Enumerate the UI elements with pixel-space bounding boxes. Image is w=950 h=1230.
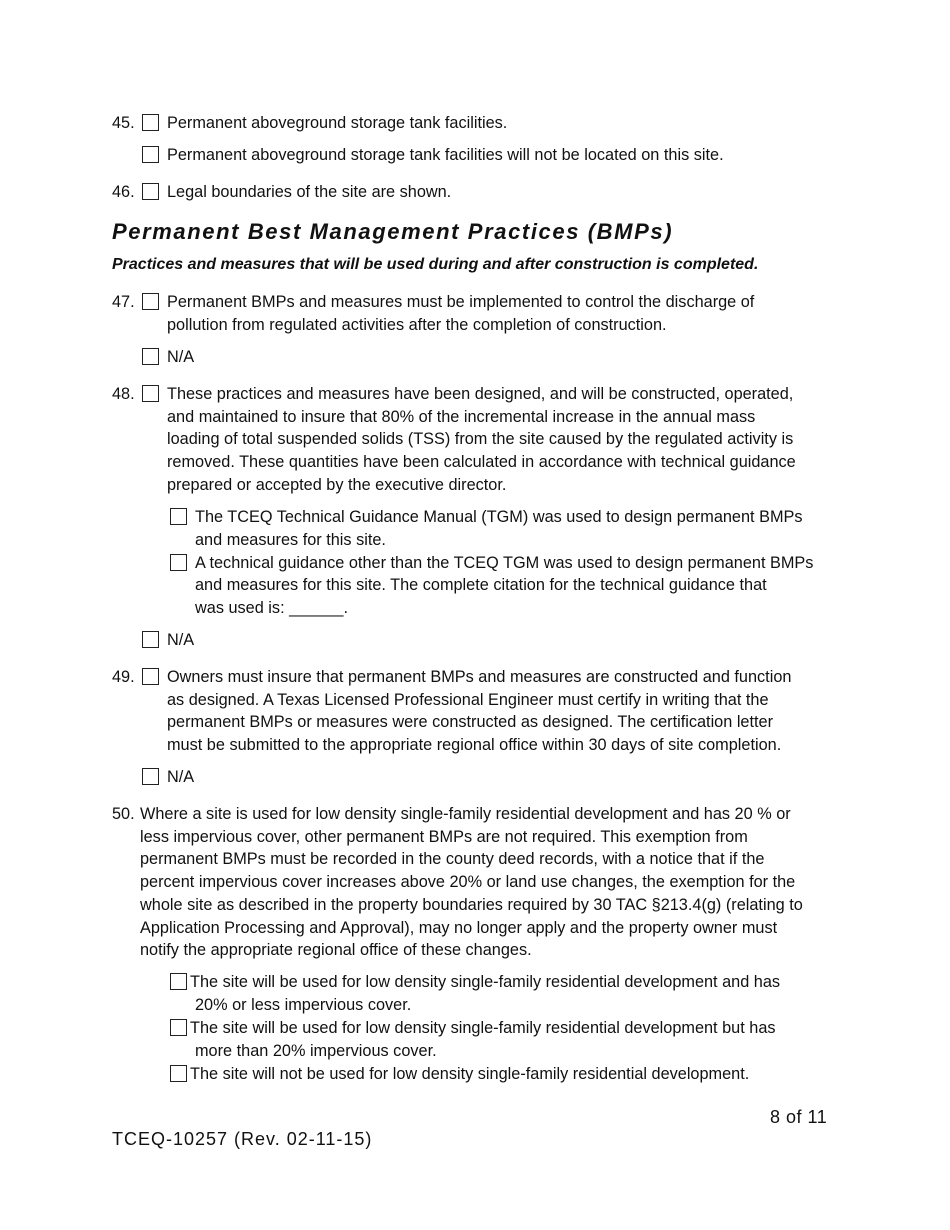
- form-number: TCEQ-10257 (Rev. 02-11-15): [112, 1129, 373, 1149]
- item-48-citation-line: was used is: ______.: [195, 599, 348, 617]
- item-50-option-3-line: The site will not be used for low density single-family residential development.: [190, 1065, 750, 1083]
- item-46-checkbox[interactable]: [142, 183, 159, 200]
- item-48-tgm-checkbox[interactable]: [170, 508, 187, 525]
- item-49-na-label: N/A: [167, 768, 195, 786]
- item-49-text-line: Owners must insure that permanent BMPs and measures are constructed and function: [167, 668, 792, 686]
- item-50-text-line: less impervious cover, other permanent BMPs are not required. This exemption from: [140, 828, 748, 846]
- page-number: 8 of 11: [770, 1107, 828, 1127]
- item-47-number: 47.: [112, 293, 135, 311]
- item-50-option-1-line: The site will be used for low density single-family residential development and has: [190, 973, 781, 991]
- item-48-text-line: prepared or accepted by the executive director.: [167, 476, 507, 494]
- item-47-text-line: pollution from regulated activities after the completion of construction.: [167, 316, 667, 334]
- item-50-number: 50.: [112, 805, 135, 823]
- item-50-text-line: percent impervious cover increases above 20% or land use changes, the exemption for the: [140, 873, 796, 891]
- item-50-option-1-checkbox[interactable]: [170, 973, 187, 990]
- item-50-text-line: whole site as described in the property boundaries required by 30 TAC §213.4(g) (relating to: [140, 896, 803, 914]
- item-48-tgm-line: and measures for this site.: [195, 531, 386, 549]
- item-49-text-line: permanent BMPs or measures were constructed as designed. The certification letter: [167, 713, 774, 731]
- item-45-option-label: Permanent aboveground storage tank facilities.: [167, 114, 508, 132]
- item-48-checkbox[interactable]: [142, 385, 159, 402]
- section-subtitle: Practices and measures that will be used during and after construction is completed.: [112, 256, 759, 273]
- item-45-number: 45.: [112, 114, 135, 132]
- item-47-checkbox[interactable]: [142, 293, 159, 310]
- item-49-text-line: must be submitted to the appropriate regional office within 30 days of site completion.: [167, 736, 782, 754]
- item-45-checkbox[interactable]: [142, 114, 159, 131]
- item-46-label: Legal boundaries of the site are shown.: [167, 183, 452, 201]
- item-50-option-3-checkbox[interactable]: [170, 1065, 187, 1082]
- item-48-other-guidance-checkbox[interactable]: [170, 554, 187, 571]
- section-title: Permanent Best Management Practices (BMPs): [112, 219, 674, 244]
- item-47-na-label: N/A: [167, 348, 195, 366]
- item-48-text-line: and maintained to insure that 80% of the incremental increase in the annual mass: [167, 408, 756, 426]
- item-45-not-located-label: Permanent aboveground storage tank facilities will not be located on this site.: [167, 146, 724, 164]
- item-47-text-line: Permanent BMPs and measures must be implemented to control the discharge of: [167, 293, 755, 311]
- item-50-option-2-checkbox[interactable]: [170, 1019, 187, 1036]
- item-49-text-line: as designed. A Texas Licensed Professional Engineer must certify in writing that the: [167, 691, 769, 709]
- item-48-na-checkbox[interactable]: [142, 631, 159, 648]
- item-48-text-line: loading of total suspended solids (TSS) from the site caused by the regulated activity is: [167, 430, 794, 448]
- item-50-option-1-line: 20% or less impervious cover.: [195, 996, 412, 1014]
- item-50-text-line: Application Processing and Approval), may no longer apply and the property owner must: [140, 919, 778, 937]
- item-48-text-line: These practices and measures have been designed, and will be constructed, operated,: [167, 385, 794, 403]
- item-48-other-guidance-line: A technical guidance other than the TCEQ TGM was used to design permanent BMPs: [195, 554, 814, 572]
- item-50-text-line: permanent BMPs must be recorded in the county deed records, with a notice that if the: [140, 850, 765, 868]
- item-50-option-2-line: The site will be used for low density single-family residential development but has: [190, 1019, 776, 1037]
- item-50-option-2-line: more than 20% impervious cover.: [195, 1042, 437, 1060]
- item-49-number: 49.: [112, 668, 135, 686]
- item-50-text-line: Where a site is used for low density single-family residential development and has 20 % or: [140, 805, 791, 823]
- item-48-number: 48.: [112, 385, 135, 403]
- item-45-not-located-checkbox[interactable]: [142, 146, 159, 163]
- item-48-text-line: removed. These quantities have been calculated in accordance with technical guidance: [167, 453, 796, 471]
- item-49-na-checkbox[interactable]: [142, 768, 159, 785]
- item-49-checkbox[interactable]: [142, 668, 159, 685]
- item-48-tgm-line: The TCEQ Technical Guidance Manual (TGM) was used to design permanent BMPs: [195, 508, 803, 526]
- item-48-other-guidance-line: and measures for this site. The complete citation for the technical guidance that: [195, 576, 767, 594]
- item-48-na-label: N/A: [167, 631, 195, 649]
- item-46-number: 46.: [112, 183, 135, 201]
- item-47-na-checkbox[interactable]: [142, 348, 159, 365]
- item-50-text-line: notify the appropriate regional office of these changes.: [140, 941, 532, 959]
